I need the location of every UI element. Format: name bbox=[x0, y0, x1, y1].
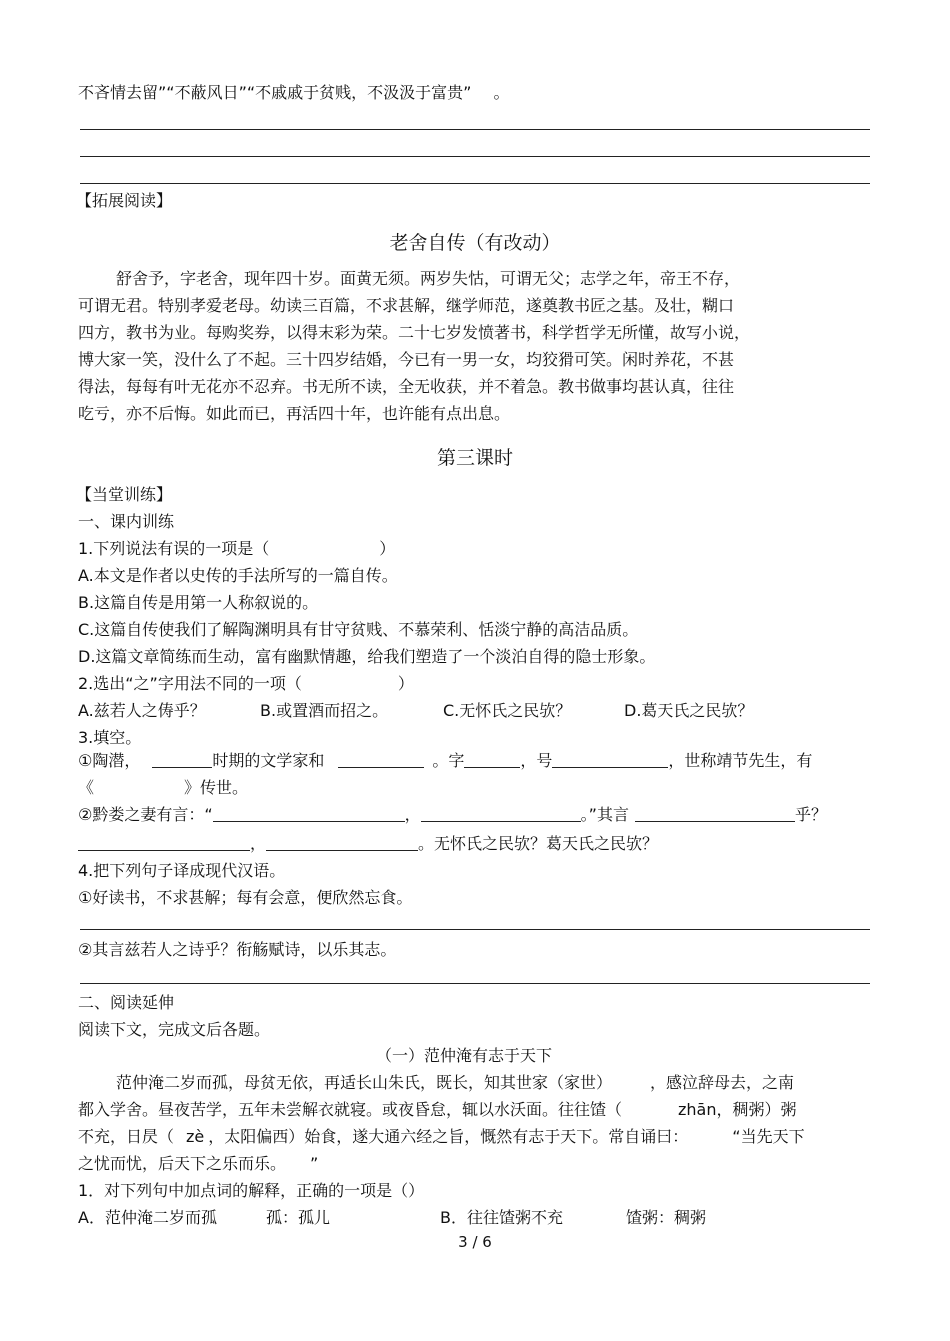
answer-line bbox=[80, 156, 870, 157]
option-a: A.本文是作者以史传的手法所写的一篇自传。 bbox=[78, 566, 398, 585]
blank[interactable] bbox=[552, 751, 668, 768]
passage-line: 得法，每每有叶无花亦不忍弃。书无所不读，全无收获，并不着急。教书做事均甚认真，往往 bbox=[78, 377, 735, 396]
blank[interactable] bbox=[635, 805, 795, 822]
blank[interactable] bbox=[78, 834, 250, 851]
option-c: C.无怀氏之民欤？ bbox=[443, 701, 572, 720]
blank[interactable] bbox=[266, 834, 418, 851]
option-b-gloss: 馇粥：稠粥 bbox=[626, 1208, 707, 1227]
page-number: 3 / 6 bbox=[458, 1233, 492, 1251]
answer-line[interactable] bbox=[80, 983, 870, 984]
top-line bbox=[78, 82, 509, 104]
question-1: 1.下列说法有误的一项是（ ） bbox=[78, 539, 396, 558]
blank[interactable] bbox=[421, 805, 581, 822]
question-2: 2.选出“之”字用法不同的一项（ ） bbox=[78, 674, 414, 693]
passage-line: 不充，日昃（ zè ，太阳偏西）始食，遂大通六经之旨，慨然有志于天下。常自诵曰： “当先天下 bbox=[78, 1127, 805, 1146]
question-stem: 1.下列说法有误的一项是（ bbox=[78, 539, 270, 558]
fill-line-4: ， 。无怀氏之民欤？葛天氏之民欤？ bbox=[78, 833, 658, 855]
extended-reading-header: 【拓展阅读】 bbox=[76, 191, 173, 210]
lesson-title: 第三课时 bbox=[436, 447, 513, 469]
passage-line: 可谓无君。特别孝爱老母。幼读三百篇，不求甚解，继学师范，遂奠教书匠之基。及壮，糊口 bbox=[78, 296, 735, 315]
practice-header: 【当堂训练】 bbox=[76, 485, 173, 504]
option-a: A．范仲淹二岁而孤 bbox=[78, 1208, 217, 1227]
translate-sentence-2: ②其言兹若人之诗乎？衔觞赋诗，以乐其志。 bbox=[78, 940, 397, 959]
passage-line: 舒舍予，字老舍，现年四十岁。面黄无须。两岁失怙，可谓无父；志学之年，帝王不存， bbox=[116, 269, 741, 288]
option-c: C.这篇自传使我们了解陶渊明具有甘守贫贱、不慕荣利、恬淡宁静的高洁品质。 bbox=[78, 620, 639, 639]
answer-line[interactable] bbox=[80, 929, 870, 930]
question-stem: 2.选出“之”字用法不同的一项（ bbox=[78, 674, 302, 693]
passage-line: 之忧而忧，后天下之乐而乐。 ” bbox=[78, 1154, 319, 1173]
translate-sentence-1: ①好读书，不求甚解；每有会意，便欣然忘食。 bbox=[78, 888, 413, 907]
option-d: D.葛天氏之民欤？ bbox=[624, 701, 754, 720]
passage-line: 都入学舍。昼夜苦学，五年未尝解衣就寝。或夜昏怠，辄以水沃面。往往馇（ zhān，稠粥）粥 bbox=[78, 1100, 797, 1119]
option-b: B.这篇自传是用第一人称叙说的。 bbox=[78, 593, 319, 612]
answer-line bbox=[80, 129, 870, 130]
option-b: B.或置酒而招之。 bbox=[260, 701, 389, 720]
question-3: 3.填空。 bbox=[78, 728, 142, 747]
blank[interactable] bbox=[464, 751, 520, 768]
passage-line: 范仲淹二岁而孤，母贫无依，再适长山朱氏，既长，知其世家（家世） ，感泣辞母去，之南 bbox=[116, 1073, 795, 1092]
passage-title: （一）范仲淹有志于天下 bbox=[376, 1046, 553, 1065]
passage-line: 四方，教书为业。每购奖券，以得末彩为荣。二十七岁发愤著书，科学哲学无所懂，故写小说， bbox=[78, 323, 751, 342]
section-heading: 一、课内训练 bbox=[78, 512, 175, 531]
option-d: D.这篇文章简练而生动，富有幽默情趣，给我们塑造了一个淡泊自得的隐士形象。 bbox=[78, 647, 656, 666]
blank[interactable] bbox=[152, 751, 212, 768]
option-a-gloss: 孤：孤儿 bbox=[266, 1208, 331, 1227]
reading-question-1: 1．对下列句中加点词的解释，正确的一项是（） bbox=[78, 1181, 425, 1200]
answer-line bbox=[80, 183, 870, 184]
blank[interactable] bbox=[338, 751, 424, 768]
top-line-text: 不吝情去留”“不蔽风日”“不戚戚于贫贱，不汲汲于富贵” bbox=[78, 83, 472, 102]
passage-line: 吃亏，亦不后悔。如此而已，再活四十年，也许能有点出息。 bbox=[78, 404, 511, 423]
passage-line: 博大家一笑，没什么了不起。三十四岁结婚，今已有一男一女，均狡猾可笑。闲时养花，不甚 bbox=[78, 350, 735, 369]
section-heading: 二、阅读延伸 bbox=[78, 993, 175, 1012]
option-a: A.兹若人之俦乎？ bbox=[78, 701, 206, 720]
option-b: B．往往馇粥不充 bbox=[440, 1208, 563, 1227]
instruction: 阅读下文，完成文后各题。 bbox=[78, 1020, 271, 1039]
extended-reading-title: 老舍自传（有改动） bbox=[389, 232, 561, 254]
question-4: 4.把下列句子译成现代汉语。 bbox=[78, 861, 286, 880]
fill-line-3: ②黔娄之妻有言：“ ， 。”其言 乎？ bbox=[78, 805, 827, 824]
blank[interactable] bbox=[213, 805, 405, 822]
top-line-end: 。 bbox=[493, 83, 510, 102]
fill-line-1: ①陶潜， 时期的文学家和 。字 ，号 ，世称靖节先生，有 bbox=[78, 751, 813, 770]
fill-line-2: 《 》传世。 bbox=[78, 778, 249, 797]
